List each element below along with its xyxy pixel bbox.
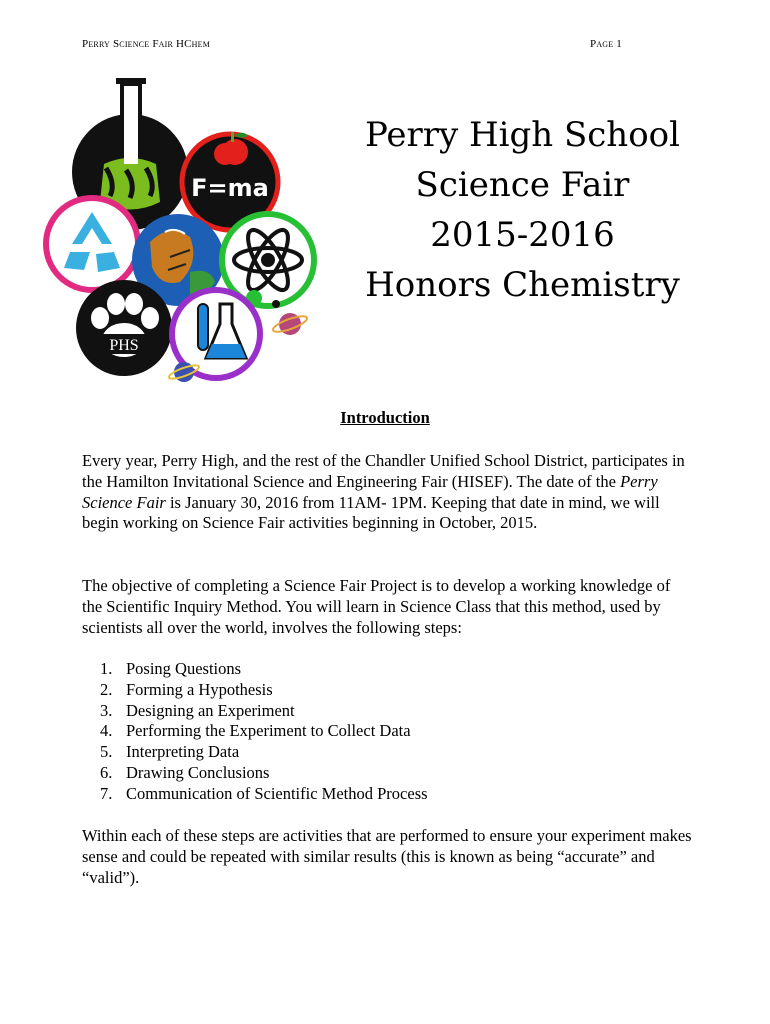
intro-paragraph-1: [82, 451, 692, 534]
list-item: [100, 784, 428, 805]
title-line-event: Science Fair: [415, 165, 630, 205]
step-number: 5.: [100, 742, 113, 762]
title-line-course: Honors Chemistry: [365, 265, 680, 305]
p1-text-b: is January 30, 2016 from 11AM- 1PM. Keeping that date in mind, we will begin working on Science Fair activities beginning in October, 2015.: [82, 492, 660, 533]
list-item: [100, 742, 428, 763]
fma-label: F=ma: [191, 174, 269, 202]
step-text: Forming a Hypothesis: [126, 679, 273, 699]
list-item: [100, 701, 428, 722]
step-text: Posing Questions: [126, 659, 242, 678]
recycle-icon: [46, 198, 138, 290]
paw-icon: [76, 280, 172, 376]
title-line-years: 2015-2016: [430, 215, 615, 255]
title-line-school: Perry High School: [364, 115, 681, 155]
page-number: Page 1: [590, 38, 623, 50]
list-item: [100, 680, 428, 701]
scientific-method-steps: [100, 659, 428, 805]
step-text: Communication of Scientific Method Process: [126, 783, 428, 803]
step-number: 6.: [100, 762, 113, 782]
section-heading-introduction: Introduction: [340, 408, 430, 427]
intro-paragraph-3: Within each of these steps are activities that are performed to ensure your experiment makes sense and could be repeated with similar results (this is known as being “accurate” and “valid”).: [82, 826, 692, 887]
step-number: 3.: [100, 700, 113, 720]
step-number: 2.: [100, 679, 113, 699]
document-title: [330, 110, 715, 310]
step-number: 7.: [100, 783, 113, 803]
science-fair-logo: [40, 72, 320, 392]
step-text: Interpreting Data: [126, 742, 240, 762]
paw-label: PHS: [109, 337, 139, 354]
step-number: 1.: [100, 659, 113, 678]
step-number: 4.: [100, 721, 113, 741]
running-header-title: Perry Science Fair HChem: [82, 38, 211, 50]
step-text: Drawing Conclusions: [126, 762, 270, 782]
intro-paragraph-2: The objective of completing a Science Fair Project is to develop a working knowledge of the Scientific Inquiry Method. You will learn in Science Class that this method, used by scientists all over the world, involves the following steps:: [82, 576, 671, 637]
p1-text-a: Every year, Perry High, and the rest of the Chandler Unified School District, participates in the Hamilton Invitational Science and Engineering Fair (HISEF). The date of the: [82, 451, 685, 491]
p1-emphasis: Perry Science Fair: [82, 471, 658, 512]
step-text: Performing the Experiment to Collect Data: [126, 721, 411, 741]
step-text: Designing an Experiment: [126, 700, 295, 720]
list-item: [100, 659, 428, 680]
list-item: [100, 763, 428, 784]
list-item: [100, 721, 428, 742]
